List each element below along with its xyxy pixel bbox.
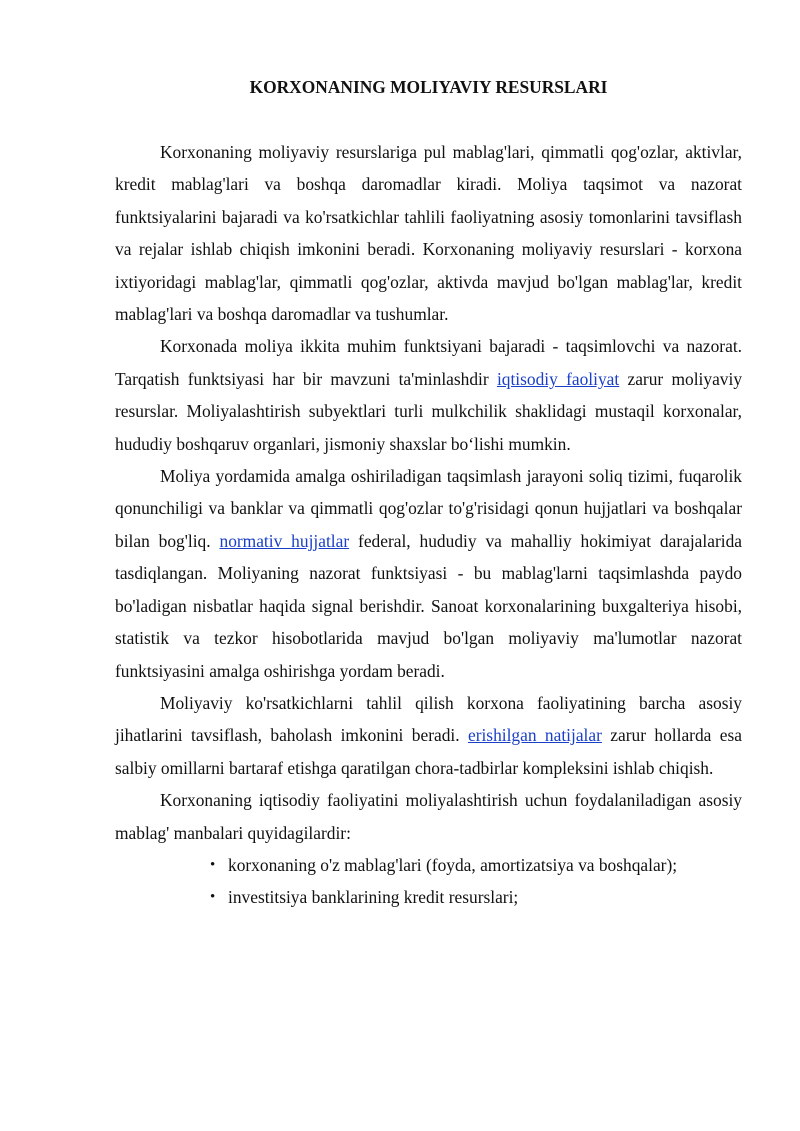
document-page bbox=[115, 60, 742, 914]
list-item-text: investitsiya banklarining kredit resurslari; bbox=[228, 887, 519, 908]
paragraph-2-text-before: Korxonada moliya ikkita muhim funktsiyani bajaradi - taqsimlovchi va nazorat. Tarqatish funktsiyasi har bir mavzuni ta'minlashdir bbox=[115, 336, 742, 389]
title-spacer bbox=[115, 103, 742, 136]
list-item bbox=[210, 881, 742, 913]
bullet-icon: • bbox=[210, 856, 216, 873]
paragraph-4-text-after: zarur hollarda esa salbiy omillarni bartaraf etishga qaratilgan chora-tadbirlar kompleksini ishlab chiqish. bbox=[115, 725, 742, 778]
link-normativ-hujjatlar[interactable]: normativ hujjatlar bbox=[219, 530, 350, 551]
paragraph-1: Korxonaning moliyaviy resurslariga pul mablag'lari, qimmatli qog'ozlar, aktivlar, kredit mablag'lari va boshqa daromadlar kiradi. Moliya taqsimot va nazorat funktsiyalarini bajaradi va ko'rsatkichlar tahlili faoliyatning asosiy tomonlarini tavsiflash va rejalar ishlab chiqish imkonini beradi. Korxonaning moliyaviy resurslari - korxona ixtiyoridagi mablag'lar, qimmatli qog'ozlar, aktivda mavjud bo'lgan mablag'lar, kredit mablag'lari va boshqa daromadlar va tushumlar. bbox=[115, 142, 742, 325]
document-title: KORXONANING MOLIYAVIY RESURSLARI bbox=[249, 77, 608, 97]
link-erishilgan-natijalar[interactable]: erishilgan natijalar bbox=[467, 725, 602, 746]
funding-sources-list bbox=[115, 849, 742, 914]
paragraph-3-text-before: Moliya yordamida amalga oshiriladigan taqsimlash jarayoni soliq tizimi, fuqarolik qonunchiligi va banklar va qimmatli qog'ozlar to'g'risidagi qonun hujjatlari va boshqalar bilan bog'liq. bbox=[115, 466, 742, 551]
paragraph-4-text-before: Moliyaviy ko'rsatkichlarni tahlil qilish korxona faoliyatining barcha asosiy jihatlarini tavsiflash, baholash imkonini beradi. bbox=[115, 692, 742, 746]
paragraph-3-text-after: federal, hududiy va mahalliy hokimiyat darajalarida tasdiqlangan. Moliyaning nazorat funktsiyasi - bu mablag'larni taqsimlashda paydo bo'ladigan nisbatlar haqida signal berishdir. Sanoat korxonalarining buxgalteriya hisobi, statistik va tezkor hisobotlarida mavjud bo'lgan moliyaviy ma'lumotlar nazorat funktsiyasini amalga oshirishga yordam beradi. bbox=[115, 530, 742, 681]
paragraph-2 bbox=[115, 330, 742, 460]
link-iqtisodiy-faoliyat[interactable]: iqtisodiy faoliyat bbox=[496, 368, 620, 389]
paragraph-5: Korxonaning iqtisodiy faoliyatini moliyalashtirish uchun foydalaniladigan asosiy mablag' manbalari quyidagilardir: bbox=[115, 790, 742, 843]
paragraph-2-text-after: zarur moliyaviy resurslar. Moliyalashtirish subyektlari turli mulkchilik shaklidagi mustaqil korxonalar, hududiy boshqaruv organlari, jismoniy shaxslar bo‘lishi mumkin. bbox=[115, 368, 743, 454]
bullet-icon: • bbox=[210, 889, 216, 906]
paragraph-3 bbox=[115, 460, 742, 687]
paragraph-4 bbox=[115, 687, 742, 784]
list-item bbox=[210, 849, 742, 881]
list-item-text: korxonaning o'z mablag'lari (foyda, amortizatsiya va boshqalar); bbox=[228, 854, 678, 875]
